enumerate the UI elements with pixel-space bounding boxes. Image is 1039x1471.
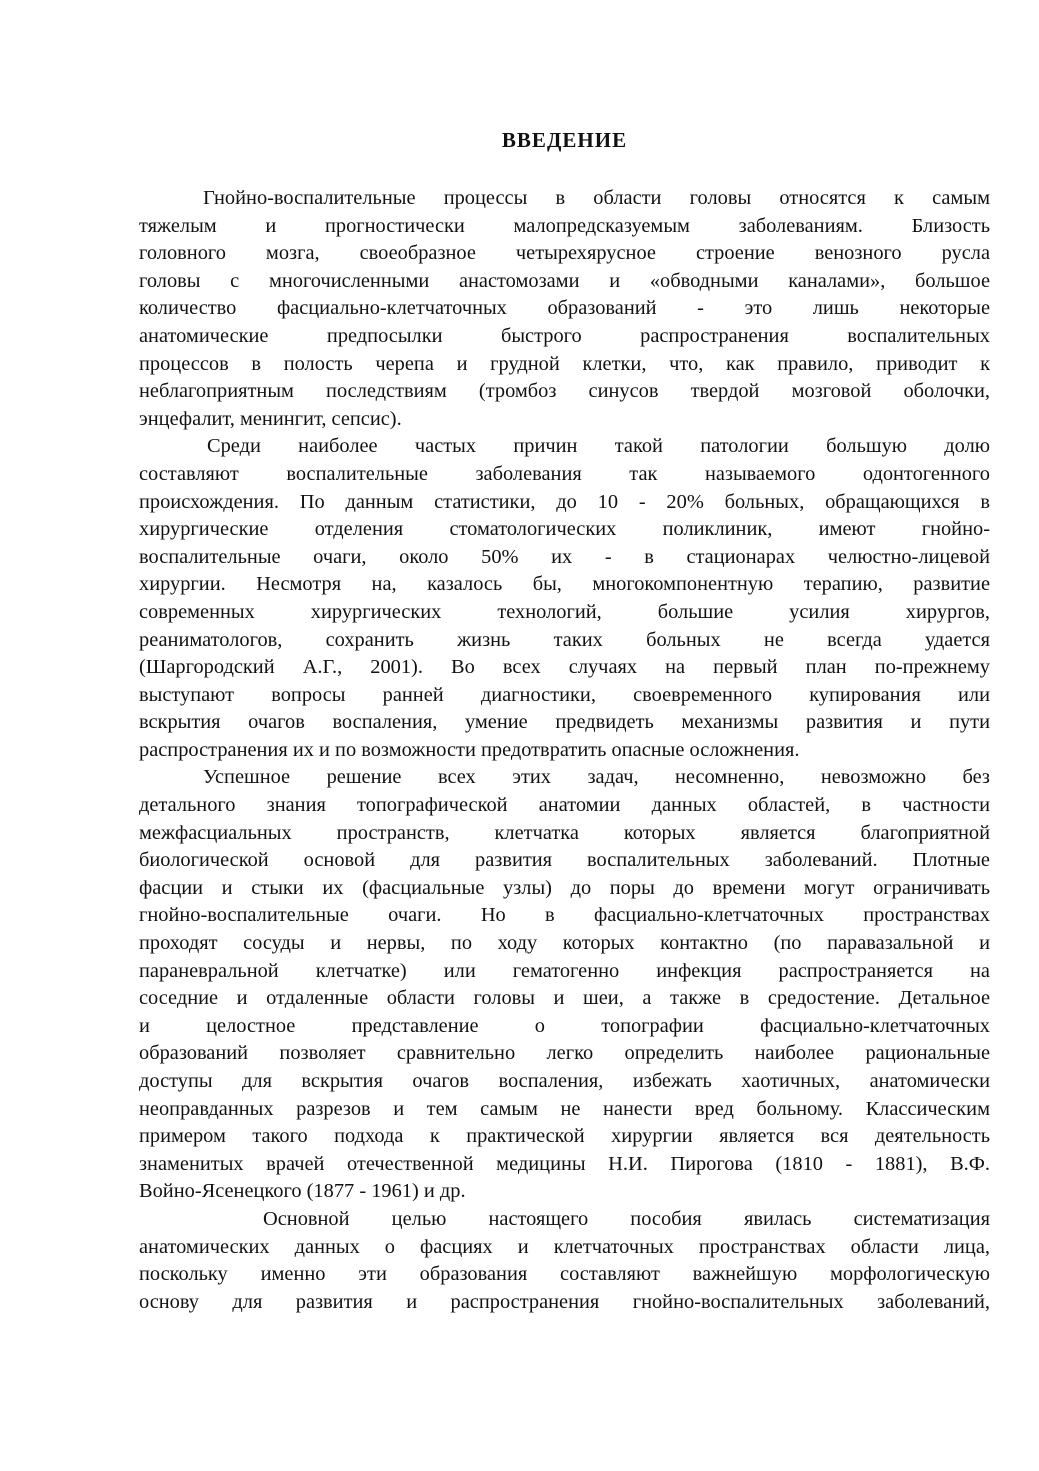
paragraph-line: выступают вопросы ранней диагностики, своевременного купирования или [139,683,990,706]
paragraph-line: доступы для вскрытия очагов воспаления, избежать хаотичных, анатомически [139,1070,990,1092]
paragraph-line: анатомических данных о фасциях и клетчаточных пространствах области лица, [139,1235,990,1258]
paragraph-4 [139,1206,990,1316]
paragraph-line: соседние и отдаленные области головы и шеи, а также в средостение. Детальное [139,987,990,1010]
paragraph-line: распространения их и по возможности предотвратить опасные осложнения. [139,738,800,761]
paragraph-line: (Шаргородский А.Г., 2001). Во всех случаях на первый план по-прежнему [139,656,990,679]
paragraph-line: современных хирургических технологий, большие усилия хирургов, [139,600,990,623]
paragraph-line: составляют воспалительные заболевания так называемого одонтогенного [139,462,990,485]
paragraph-line: неоправданных разрезов и тем самым не нанести вред больному. Классическим [139,1097,990,1120]
paragraph-line: проходят сосуды и нервы, по ходу которых контактно (по паравазальной и [139,932,990,955]
paragraph-line: Гнойно-воспалительные процессы в области головы относятся к самым [203,187,990,209]
paragraph-line: воспалительные очаги, около 50% их - в стационарах челюстно-лицевой [139,545,990,568]
document-page [139,0,990,1471]
paragraph-line: энцефалит, менингит, сепсис). [139,407,402,430]
paragraph-line: тяжелым и прогностически малопредсказуемым заболеваниям. Близость [139,214,990,237]
paragraph-line: межфасциальных пространств, клетчатка которых является благоприятной [139,821,990,844]
paragraph-line: фасции и стыки их (фасциальные узлы) до поры до времени могут ограничивать [139,876,990,899]
paragraph-1 [139,185,990,433]
paragraph-line: головы с многочисленными анастомозами и «обводными каналами», большое [139,269,990,292]
paragraph-line: происхождения. По данным статистики, до 10 - 20% больных, обращающихся в [139,490,990,513]
paragraph-line: образований позволяет сравнительно легко определить наиболее рациональные [139,1042,990,1065]
section-heading: ВВЕДЕНИЕ [501,128,628,152]
paragraph-line: головного мозга, своеобразное четырехярусное строение венозного русла [139,242,990,265]
paragraph-line: Среди наиболее частых причин такой патологии большую долю [207,435,990,458]
paragraph-3 [139,764,990,1206]
body-text [139,185,990,1316]
paragraph-line: Успешное решение всех этих задач, несомненно, невозможно без [203,766,990,789]
paragraph-2 [139,433,990,764]
paragraph-line: хирургические отделения стоматологических поликлиник, имеют гнойно- [139,518,990,541]
paragraph-line: основу для развития и распространения гнойно-воспалительных заболеваний, [139,1290,990,1313]
paragraph-line: хирургии. Несмотря на, казалось бы, многокомпонентную терапию, развитие [139,573,990,596]
paragraph-line: количество фасциально-клетчаточных образований - это лишь некоторые [139,297,990,320]
paragraph-line: поскольку именно эти образования составляют важнейшую морфологическую [139,1263,990,1286]
paragraph-line: знаменитых врачей отечественной медицины Н.И. Пирогова (1810 - 1881), В.Ф. [139,1152,990,1175]
paragraph-line: биологической основой для развития воспалительных заболеваний. Плотные [139,849,990,872]
paragraph-line: и целостное представление о топографии фасциально-клетчаточных [139,1014,990,1037]
paragraph-line: реаниматологов, сохранить жизнь таких больных не всегда удается [139,628,990,651]
paragraph-line: Войно-Ясенецкого (1877 - 1961) и др. [139,1180,466,1203]
paragraph-line: неблагоприятным последствиям (тромбоз синусов твердой мозговой оболочки, [139,380,990,403]
paragraph-line: процессов в полость черепа и грудной клетки, что, как правило, приводит к [139,352,990,375]
paragraph-line: вскрытия очагов воспаления, умение предвидеть механизмы развития и пути [139,711,990,734]
paragraph-line: Основной целью настоящего пособия явилась систематизация [263,1207,990,1230]
paragraph-line: детального знания топографической анатомии данных областей, в частности [139,794,990,817]
paragraph-line: параневральной клетчатке) или гематогенно инфекция распространяется на [139,959,990,982]
paragraph-line: примером такого подхода к практической хирургии является вся деятельность [139,1125,990,1148]
paragraph-line: анатомические предпосылки быстрого распространения воспалительных [139,324,990,347]
paragraph-line: гнойно-воспалительные очаги. Но в фасциально-клетчаточных пространствах [139,904,990,927]
